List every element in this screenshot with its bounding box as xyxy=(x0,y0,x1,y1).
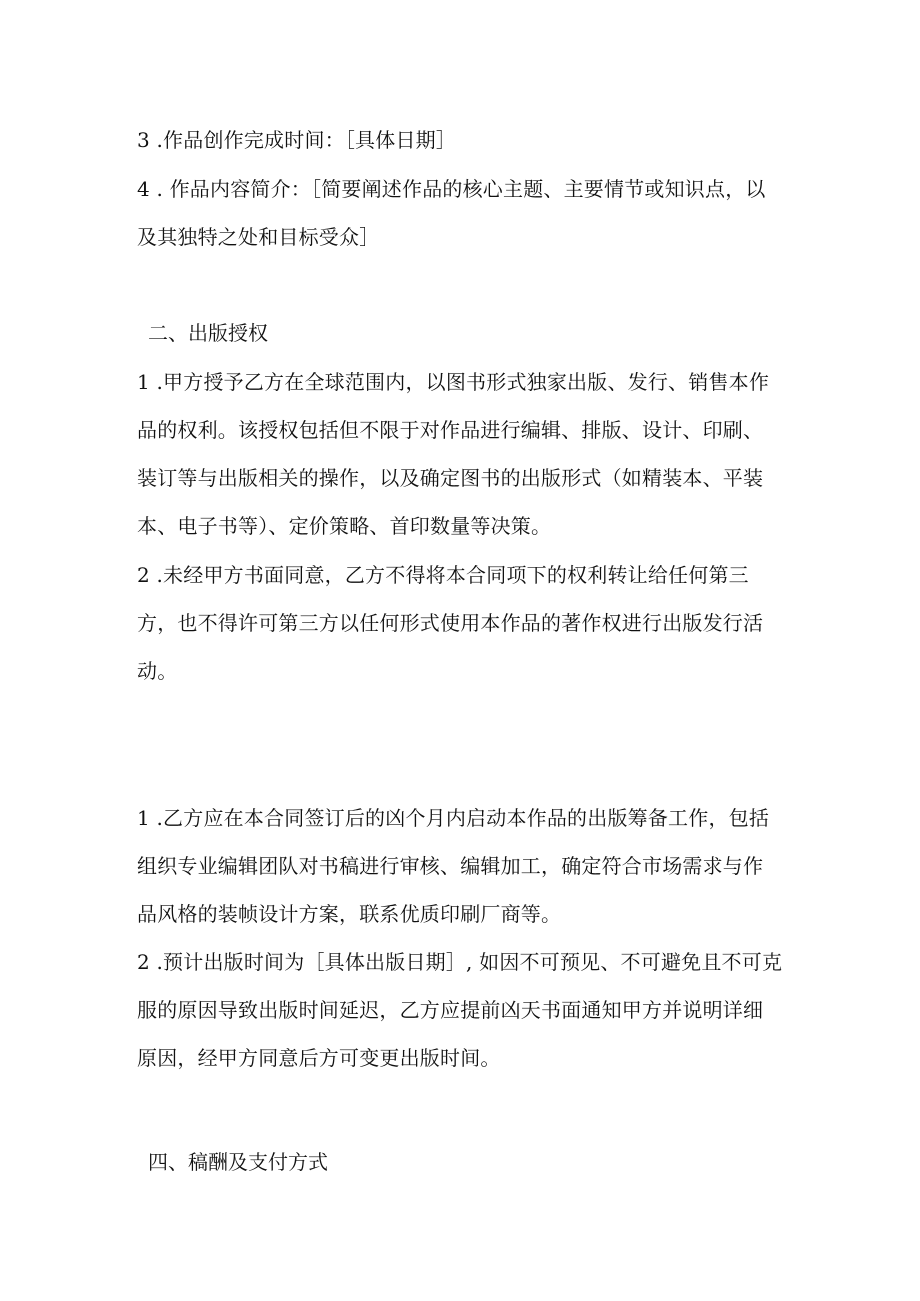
schedule-item-2-line-3: 原因，经甲方同意后方可变更出版时间。 xyxy=(137,1046,501,1070)
schedule-item-1-line-3: 品风格的装帧设计方案，联系优质印刷厂商等。 xyxy=(137,902,562,926)
work-summary-item-line-1: 4 . 作品内容简介：［简要阐述作品的核心主题、主要情节或知识点，以 xyxy=(137,177,766,201)
license-item-1-line-3: 装订等与出版相关的操作，以及确定图书的出版形式（如精装本、平装 xyxy=(137,466,764,490)
work-completion-date-item: 3 .作品创作完成时间：［具体日期］ xyxy=(137,128,457,152)
schedule-item-1-line-1: 1 .乙方应在本合同签订后的凶个月内启动本作品的出版筹备工作，包括 xyxy=(137,806,770,830)
license-item-2-line-3: 动。 xyxy=(137,659,178,683)
schedule-item-1-line-2: 组织专业编辑团队对书稿进行审核、编辑加工，确定符合市场需求与作 xyxy=(137,854,764,878)
license-item-1-line-1: 1 .甲方授予乙方在全球范围内，以图书形式独家出版、发行、销售本作 xyxy=(137,370,770,394)
work-summary-item-line-2: 及其独特之处和目标受众］ xyxy=(137,225,380,249)
section-heading-royalties-payment: 四、稿酬及支付方式 xyxy=(148,1150,328,1174)
section-heading-publishing-license: 二、出版授权 xyxy=(148,321,268,345)
schedule-item-2-line-2: 服的原因导致出版时间延迟，乙方应提前凶天书面通知甲方并说明详细 xyxy=(137,998,764,1022)
schedule-item-2-line-1: 2 .预计出版时间为［具体出版日期］, 如因不可预见、不可避免且不可克 xyxy=(137,950,783,974)
license-item-2-line-2: 方，也不得许可第三方以任何形式使用本作品的著作权进行出版发行活 xyxy=(137,611,764,635)
license-item-1-line-4: 本、电子书等）、定价策略、首印数量等决策。 xyxy=(137,514,552,538)
license-item-2-line-1: 2 .未经甲方书面同意，乙方不得将本合同项下的权利转让给任何第三 xyxy=(137,563,749,587)
license-item-1-line-2: 品的权利。该授权包括但不限于对作品进行编辑、排版、设计、印刷、 xyxy=(137,418,764,442)
